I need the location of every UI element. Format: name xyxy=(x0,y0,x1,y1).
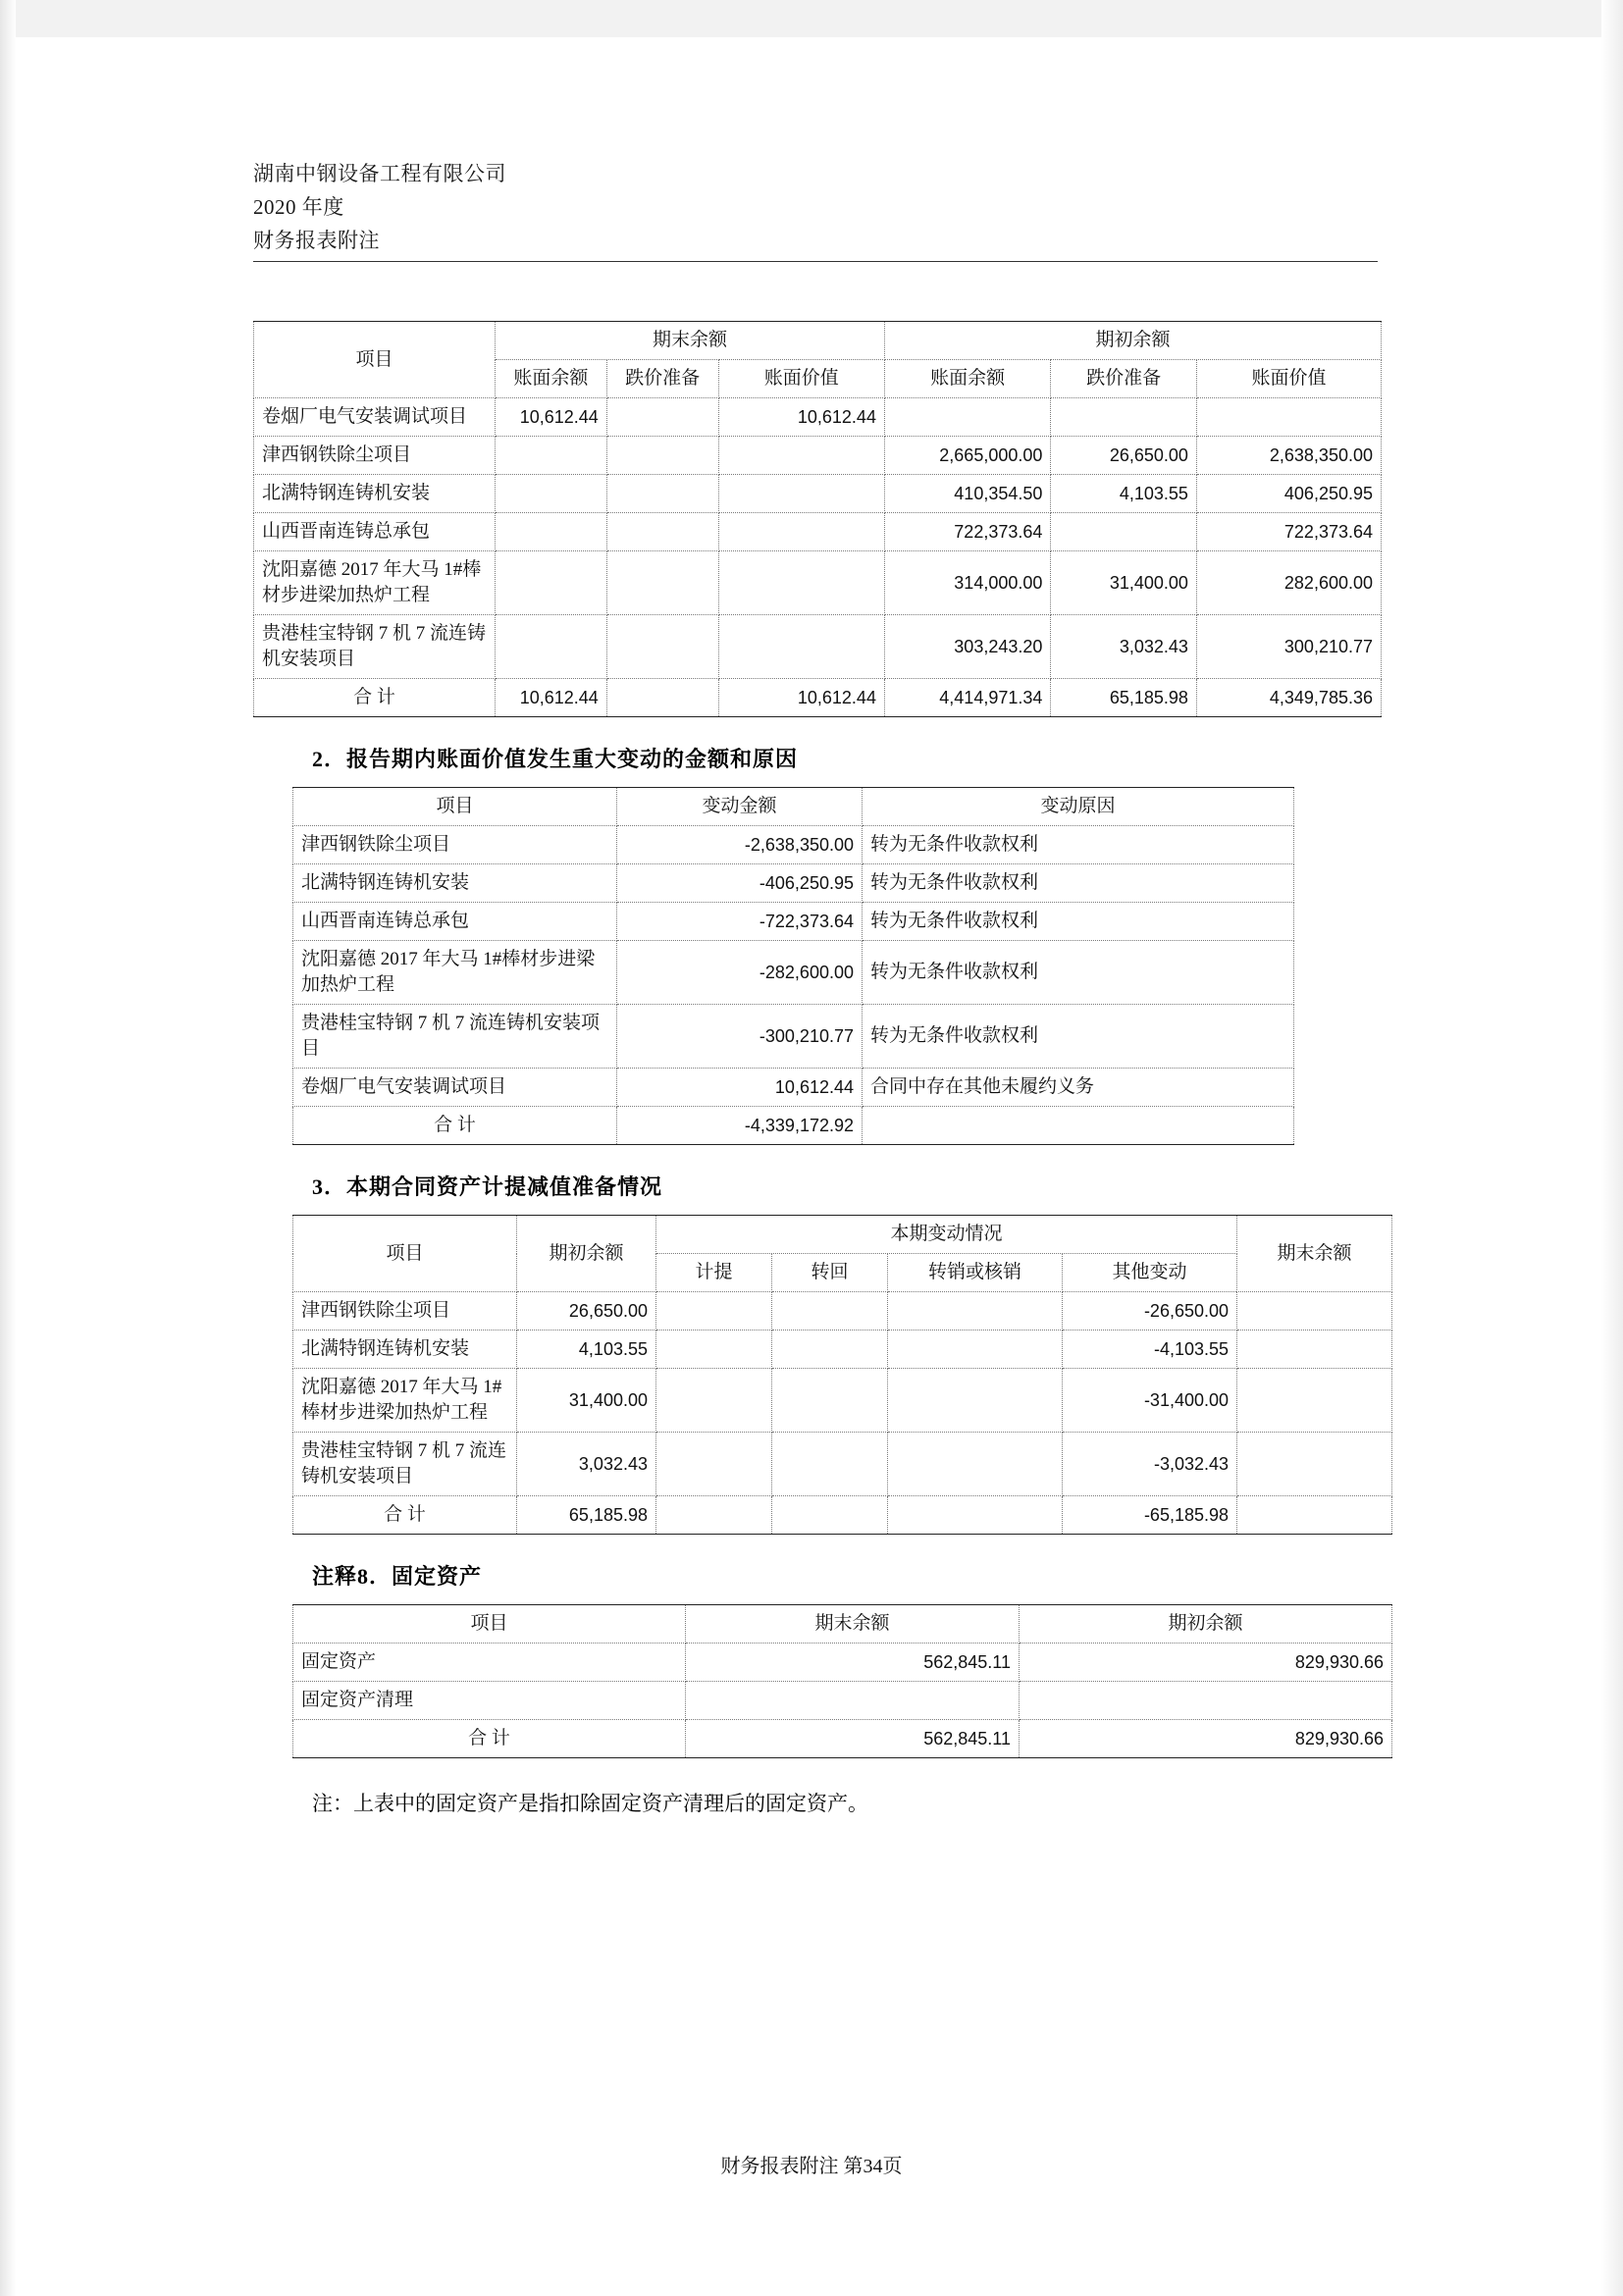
subcol-provision: 计提 xyxy=(656,1254,772,1292)
row-writeoff xyxy=(888,1369,1063,1433)
fixed-assets-note: 注：上表中的固定资产是指扣除固定资产清理后的固定资产。 xyxy=(312,1792,868,1815)
row-other: -3,032.43 xyxy=(1063,1433,1237,1496)
row-end xyxy=(1237,1433,1392,1496)
row-value xyxy=(718,437,884,475)
total-provision xyxy=(656,1496,772,1535)
row-amount: -282,600.00 xyxy=(617,941,863,1005)
table-row xyxy=(293,1644,1392,1682)
table-row xyxy=(254,398,1382,437)
total-reason xyxy=(863,1107,1294,1145)
report-type: 财务报表附注 xyxy=(253,229,380,252)
table-row xyxy=(254,475,1382,513)
scan-edge-left xyxy=(0,0,16,2296)
row-value: 3,032.43 xyxy=(1051,615,1197,679)
row-item: 固定资产 xyxy=(293,1644,686,1682)
row-item: 贵港桂宝特钢 7 机 7 流连铸机安装项目 xyxy=(254,615,496,679)
table-row xyxy=(293,864,1294,903)
section-2-title: 2．报告期内账面价值发生重大变动的金额和原因 xyxy=(312,747,799,771)
total-amount: -4,339,172.92 xyxy=(617,1107,863,1145)
row-amount: -722,373.64 xyxy=(617,903,863,941)
row-writeoff xyxy=(888,1433,1063,1496)
row-value xyxy=(606,615,718,679)
row-other: -4,103.55 xyxy=(1063,1331,1237,1369)
table-header-row xyxy=(293,1216,1392,1254)
col-group-begin-balance: 期初余额 xyxy=(884,322,1381,360)
col-header-item: 项目 xyxy=(293,1605,686,1644)
row-value xyxy=(1051,398,1197,437)
row-begin: 3,032.43 xyxy=(517,1433,656,1496)
row-item: 卷烟厂电气安装调试项目 xyxy=(254,398,496,437)
row-end xyxy=(1237,1331,1392,1369)
row-begin: 26,650.00 xyxy=(517,1292,656,1331)
row-item: 山西晋南连铸总承包 xyxy=(293,903,617,941)
table-row xyxy=(254,615,1382,679)
row-item: 北满特钢连铸机安装 xyxy=(293,1331,517,1369)
row-value xyxy=(718,475,884,513)
row-value: 10,612.44 xyxy=(718,398,884,437)
scan-edge-top xyxy=(0,0,1623,37)
table-header-row xyxy=(293,788,1294,826)
row-provision xyxy=(656,1331,772,1369)
total-value: 4,349,785.36 xyxy=(1196,679,1381,717)
row-value: 300,210.77 xyxy=(1196,615,1381,679)
row-end xyxy=(1237,1292,1392,1331)
row-value xyxy=(496,513,607,551)
contract-asset-balance-table xyxy=(253,321,1382,717)
row-begin: 4,103.55 xyxy=(517,1331,656,1369)
table-header-row xyxy=(254,322,1382,360)
table-total-row xyxy=(254,679,1382,717)
row-item: 津西钢铁除尘项目 xyxy=(293,1292,517,1331)
row-value xyxy=(718,513,884,551)
col-header-end-balance: 期末余额 xyxy=(1237,1216,1392,1292)
row-value xyxy=(496,615,607,679)
total-label: 合 计 xyxy=(254,679,496,717)
table-row xyxy=(293,941,1294,1005)
subcol-begin-book-value: 账面价值 xyxy=(1196,360,1381,398)
row-value xyxy=(606,398,718,437)
row-item: 贵港桂宝特钢 7 机 7 流连铸机安装项目 xyxy=(293,1433,517,1496)
col-header-begin-balance: 期初余额 xyxy=(1020,1605,1392,1644)
row-item: 固定资产清理 xyxy=(293,1682,686,1720)
row-value: 26,650.00 xyxy=(1051,437,1197,475)
row-value xyxy=(606,437,718,475)
subcol-reversal: 转回 xyxy=(772,1254,888,1292)
total-end xyxy=(1237,1496,1392,1535)
table-row xyxy=(254,437,1382,475)
total-label: 合 计 xyxy=(293,1107,617,1145)
row-amount: 10,612.44 xyxy=(617,1069,863,1107)
col-group-end-balance: 期末余额 xyxy=(496,322,885,360)
subcol-end-impairment: 跌价准备 xyxy=(606,360,718,398)
fixed-assets-table xyxy=(292,1604,1392,1758)
table-row xyxy=(293,1682,1392,1720)
total-value: 4,414,971.34 xyxy=(884,679,1050,717)
row-value xyxy=(496,551,607,615)
row-value xyxy=(496,475,607,513)
row-value xyxy=(718,551,884,615)
row-value: 410,354.50 xyxy=(884,475,1050,513)
total-end: 562,845.11 xyxy=(686,1720,1020,1758)
row-reason: 转为无条件收款权利 xyxy=(863,941,1294,1005)
row-value: 314,000.00 xyxy=(884,551,1050,615)
row-value xyxy=(606,551,718,615)
table-row xyxy=(293,1433,1392,1496)
company-name: 湖南中钢设备工程有限公司 xyxy=(253,162,506,185)
subcol-begin-book-balance: 账面余额 xyxy=(884,360,1050,398)
row-value: 4,103.55 xyxy=(1051,475,1197,513)
impairment-provision-table xyxy=(292,1215,1392,1535)
col-group-current-change: 本期变动情况 xyxy=(656,1216,1237,1254)
significant-change-table xyxy=(292,787,1294,1145)
document-header xyxy=(253,157,1382,262)
row-reversal xyxy=(772,1331,888,1369)
col-header-item: 项目 xyxy=(254,322,496,398)
row-value xyxy=(718,615,884,679)
row-value xyxy=(496,437,607,475)
row-other: -31,400.00 xyxy=(1063,1369,1237,1433)
table-total-row xyxy=(293,1720,1392,1758)
scan-edge-right xyxy=(1601,0,1623,2296)
row-value xyxy=(1196,398,1381,437)
row-end: 562,845.11 xyxy=(686,1644,1020,1682)
col-header-change-reason: 变动原因 xyxy=(863,788,1294,826)
table-row xyxy=(293,903,1294,941)
row-value xyxy=(1051,513,1197,551)
row-value: 406,250.95 xyxy=(1196,475,1381,513)
total-label: 合 计 xyxy=(293,1720,686,1758)
table-header-row xyxy=(293,1605,1392,1644)
row-item: 津西钢铁除尘项目 xyxy=(254,437,496,475)
table-row xyxy=(293,1331,1392,1369)
row-value xyxy=(606,513,718,551)
row-value: 282,600.00 xyxy=(1196,551,1381,615)
row-begin xyxy=(1020,1682,1392,1720)
row-item: 北满特钢连铸机安装 xyxy=(293,864,617,903)
row-end xyxy=(1237,1369,1392,1433)
row-item: 沈阳嘉德 2017 年大马 1#棒材步进梁加热炉工程 xyxy=(293,941,617,1005)
table-row xyxy=(293,826,1294,864)
row-item: 贵港桂宝特钢 7 机 7 流连铸机安装项目 xyxy=(293,1005,617,1069)
row-value: 10,612.44 xyxy=(496,398,607,437)
row-item: 津西钢铁除尘项目 xyxy=(293,826,617,864)
total-value xyxy=(606,679,718,717)
row-value: 722,373.64 xyxy=(884,513,1050,551)
table-row xyxy=(254,513,1382,551)
row-amount: -406,250.95 xyxy=(617,864,863,903)
row-amount: -300,210.77 xyxy=(617,1005,863,1069)
row-provision xyxy=(656,1433,772,1496)
report-year: 2020 年度 xyxy=(253,195,344,219)
row-value: 303,243.20 xyxy=(884,615,1050,679)
col-header-begin-balance: 期初余额 xyxy=(517,1216,656,1292)
col-header-change-amount: 变动金额 xyxy=(617,788,863,826)
row-reason: 合同中存在其他未履约义务 xyxy=(863,1069,1294,1107)
row-value: 2,665,000.00 xyxy=(884,437,1050,475)
section-4-title: 注释8．固定资产 xyxy=(312,1564,483,1589)
total-writeoff xyxy=(888,1496,1063,1535)
row-item: 卷烟厂电气安装调试项目 xyxy=(293,1069,617,1107)
col-header-item: 项目 xyxy=(293,788,617,826)
subcol-begin-impairment: 跌价准备 xyxy=(1051,360,1197,398)
row-provision xyxy=(656,1369,772,1433)
row-reason: 转为无条件收款权利 xyxy=(863,826,1294,864)
table-row xyxy=(293,1369,1392,1433)
row-value: 722,373.64 xyxy=(1196,513,1381,551)
table-row xyxy=(293,1292,1392,1331)
row-reversal xyxy=(772,1433,888,1496)
total-value: 10,612.44 xyxy=(718,679,884,717)
total-begin: 829,930.66 xyxy=(1020,1720,1392,1758)
row-item: 北满特钢连铸机安装 xyxy=(254,475,496,513)
page-footer: 财务报表附注 第34页 xyxy=(720,2156,903,2177)
row-reason: 转为无条件收款权利 xyxy=(863,903,1294,941)
table-total-row xyxy=(293,1496,1392,1535)
row-reversal xyxy=(772,1369,888,1433)
subcol-end-book-value: 账面价值 xyxy=(718,360,884,398)
row-item: 山西晋南连铸总承包 xyxy=(254,513,496,551)
col-header-end-balance: 期末余额 xyxy=(686,1605,1020,1644)
row-value xyxy=(606,475,718,513)
subcol-other-change: 其他变动 xyxy=(1063,1254,1237,1292)
row-begin: 31,400.00 xyxy=(517,1369,656,1433)
table-total-row xyxy=(293,1107,1294,1145)
row-reason: 转为无条件收款权利 xyxy=(863,864,1294,903)
row-reason: 转为无条件收款权利 xyxy=(863,1005,1294,1069)
subcol-end-book-balance: 账面余额 xyxy=(496,360,607,398)
row-item: 沈阳嘉德 2017 年大马 1#棒材步进梁加热炉工程 xyxy=(293,1369,517,1433)
total-other: -65,185.98 xyxy=(1063,1496,1237,1535)
section-3-title: 3．本期合同资产计提减值准备情况 xyxy=(312,1174,663,1199)
row-reversal xyxy=(772,1292,888,1331)
table-row xyxy=(254,551,1382,615)
row-end xyxy=(686,1682,1020,1720)
row-value: 31,400.00 xyxy=(1051,551,1197,615)
row-writeoff xyxy=(888,1292,1063,1331)
total-label: 合 计 xyxy=(293,1496,517,1535)
row-value xyxy=(884,398,1050,437)
total-value: 10,612.44 xyxy=(496,679,607,717)
col-header-item: 项目 xyxy=(293,1216,517,1292)
row-amount: -2,638,350.00 xyxy=(617,826,863,864)
total-value: 65,185.98 xyxy=(1051,679,1197,717)
row-provision xyxy=(656,1292,772,1331)
row-other: -26,650.00 xyxy=(1063,1292,1237,1331)
table-row xyxy=(293,1069,1294,1107)
page-content xyxy=(253,157,1382,1817)
table-row xyxy=(293,1005,1294,1069)
row-writeoff xyxy=(888,1331,1063,1369)
total-begin: 65,185.98 xyxy=(517,1496,656,1535)
row-item: 沈阳嘉德 2017 年大马 1#棒材步进梁加热炉工程 xyxy=(254,551,496,615)
total-reversal xyxy=(772,1496,888,1535)
row-begin: 829,930.66 xyxy=(1020,1644,1392,1682)
row-value: 2,638,350.00 xyxy=(1196,437,1381,475)
subcol-writeoff: 转销或核销 xyxy=(888,1254,1063,1292)
header-divider xyxy=(253,261,1378,262)
